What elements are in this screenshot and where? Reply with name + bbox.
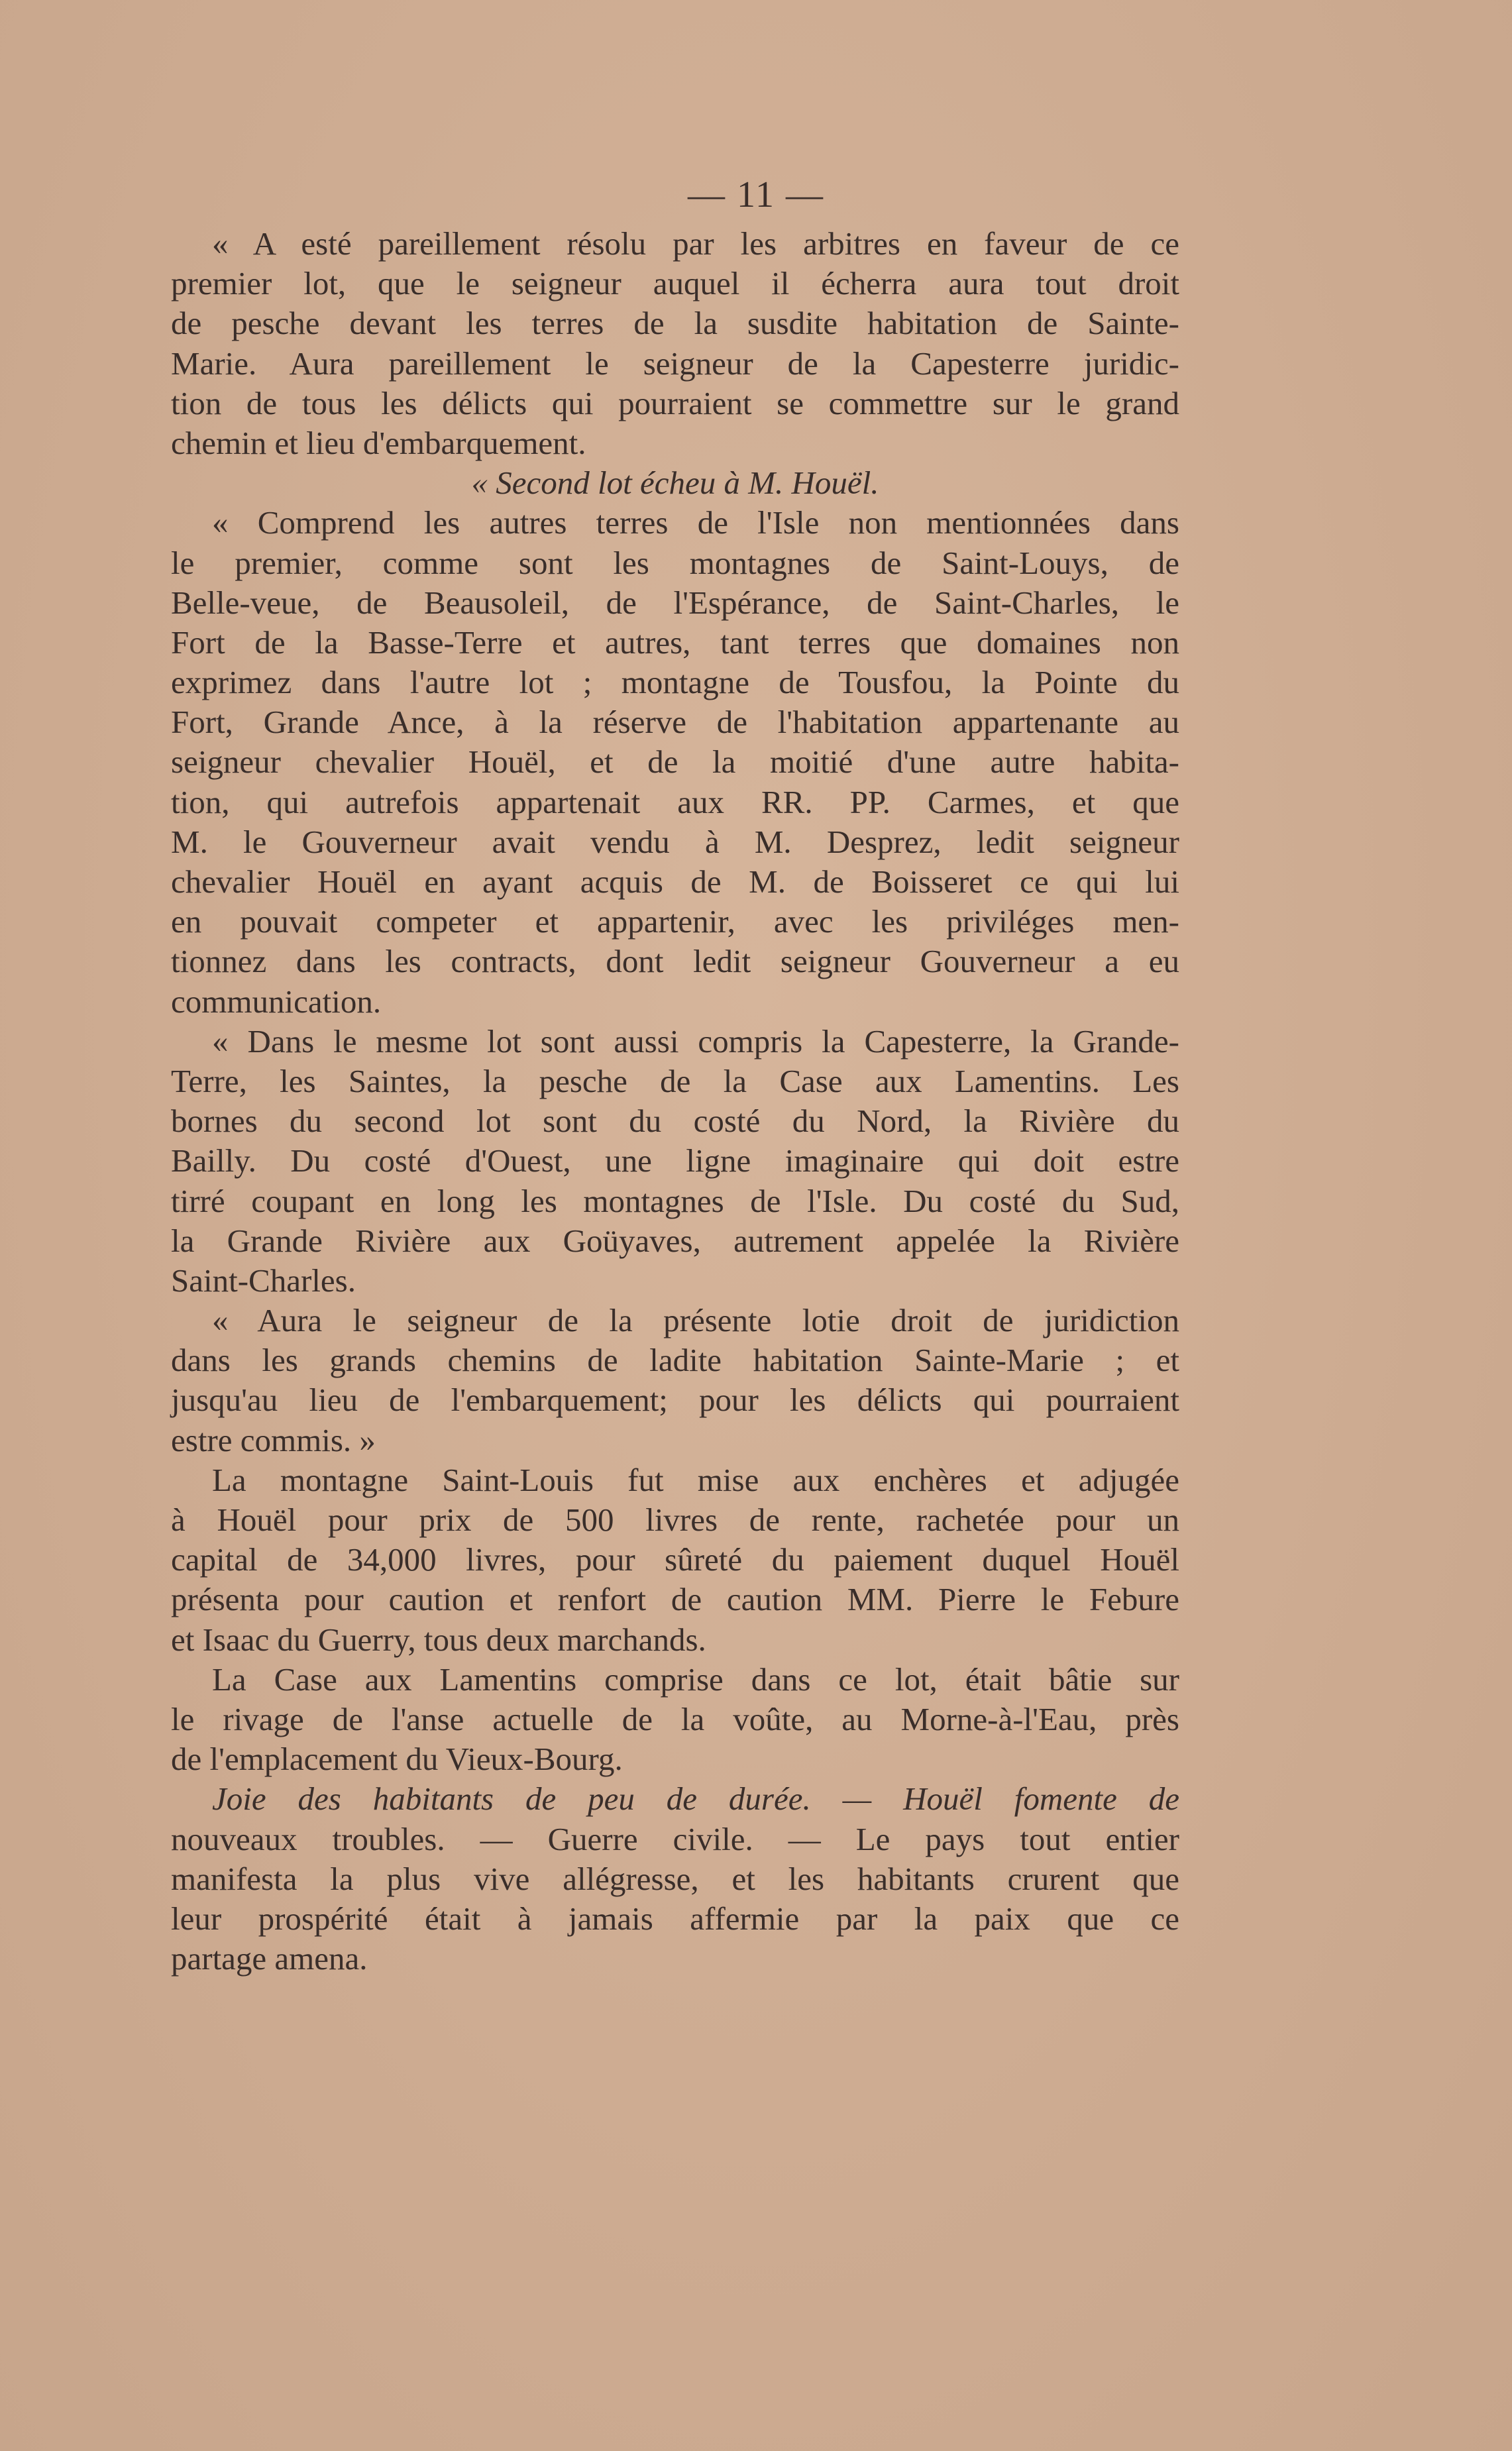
- text-line: bornes du second lot sont du costé du Nord, la Rivière du: [171, 1103, 1179, 1140]
- text-line: Joie des habitants de peu de durée. — Houël fomente de: [212, 1780, 1179, 1818]
- text-line: « A esté pareillement résolu par les arbitres en faveur de ce: [212, 225, 1179, 262]
- text-line: à Houël pour prix de 500 livres de rente, rachetée pour un: [171, 1501, 1179, 1538]
- text-line: tion de tous les délicts qui pourraient se commettre sur le grand: [171, 384, 1179, 421]
- text-line: Belle-veue, de Beausoleil, de l'Espérance, de Saint-Charles, le: [171, 584, 1179, 621]
- text-line: partage amena.: [171, 1940, 368, 1977]
- text-line: leur prospérité était à jamais affermie par la paix que ce: [171, 1900, 1179, 1937]
- text-line: tionnez dans les contracts, dont ledit seigneur Gouverneur a eu: [171, 943, 1179, 980]
- body-text: [171, 224, 1179, 1979]
- text-line: présenta pour caution et renfort de caution MM. Pierre le Febure: [171, 1581, 1179, 1618]
- text-line: « Dans le mesme lot sont aussi compris la Capesterre, la Grande-: [212, 1022, 1179, 1060]
- text-line: dans les grands chemins de ladite habitation Sainte-Marie ; et: [171, 1342, 1179, 1379]
- text-line: chemin et lieu d'embarquement.: [171, 424, 586, 461]
- text-line: tirré coupant en long les montagnes de l'Isle. Du costé du Sud,: [171, 1182, 1179, 1219]
- text-line: Marie. Aura pareillement le seigneur de la Capesterre juridic-: [171, 345, 1179, 382]
- text-line: manifesta la plus vive allégresse, et les habitants crurent que: [171, 1860, 1179, 1897]
- text-line: « Aura le seigneur de la présente lotie droit de juridiction: [212, 1302, 1179, 1339]
- text-line: « Comprend les autres terres de l'Isle non mentionnées dans: [212, 504, 1179, 541]
- text-line: de pesche devant les terres de la susdite habitation de Sainte-: [171, 305, 1179, 342]
- text-line: Saint-Charles.: [171, 1262, 356, 1299]
- text-line: le rivage de l'anse actuelle de la voûte, au Morne-à-l'Eau, près: [171, 1700, 1179, 1737]
- text-line: seigneur chevalier Houël, et de la moitié d'une autre habita-: [171, 743, 1179, 781]
- text-line: de l'emplacement du Vieux-Bourg.: [171, 1741, 623, 1778]
- text-line: jusqu'au lieu de l'embarquement; pour les délicts qui pourraient: [171, 1382, 1179, 1419]
- text-line: la Grande Rivière aux Goüyaves, autrement appelée la Rivière: [171, 1222, 1179, 1259]
- text-line: le premier, comme sont les montagnes de Saint-Louys, de: [171, 544, 1179, 581]
- text-line: et Isaac du Guerry, tous deux marchands.: [171, 1621, 706, 1658]
- text-line: La Case aux Lamentins comprise dans ce lot, était bâtie sur: [212, 1661, 1179, 1698]
- text-line: Fort de la Basse-Terre et autres, tant terres que domaines non: [171, 624, 1179, 661]
- text-line: « Second lot écheu à M. Houël.: [471, 464, 879, 502]
- text-line: Terre, les Saintes, la pesche de la Case aux Lamentins. Les: [171, 1062, 1179, 1099]
- text-line: capital de 34,000 livres, pour sûreté du paiement duquel Houël: [171, 1541, 1179, 1578]
- text-line: nouveaux troubles. — Guerre civile. — Le pays tout entier: [171, 1820, 1179, 1857]
- text-line: M. le Gouverneur avait vendu à M. Desprez, ledit seigneur: [171, 823, 1179, 860]
- text-line: estre commis. »: [171, 1421, 376, 1458]
- text-line: en pouvait competer et appartenir, avec les priviléges men-: [171, 903, 1179, 940]
- text-line: Bailly. Du costé d'Ouest, une ligne imaginaire qui doit estre: [171, 1142, 1179, 1179]
- text-line: La montagne Saint-Louis fut mise aux enchères et adjugée: [212, 1461, 1179, 1498]
- text-line: Fort, Grande Ance, à la réserve de l'habitation appartenante au: [171, 704, 1179, 741]
- text-line: communication.: [171, 983, 382, 1020]
- page-number: — 11 —: [688, 174, 824, 215]
- text-line: premier lot, que le seigneur auquel il écherra aura tout droit: [171, 265, 1179, 302]
- text-line: chevalier Houël en ayant acquis de M. de Boisseret ce qui lui: [171, 863, 1179, 900]
- text-line: tion, qui autrefois appartenait aux RR. PP. Carmes, et que: [171, 783, 1179, 820]
- text-line: exprimez dans l'autre lot ; montagne de Tousfou, la Pointe du: [171, 664, 1179, 701]
